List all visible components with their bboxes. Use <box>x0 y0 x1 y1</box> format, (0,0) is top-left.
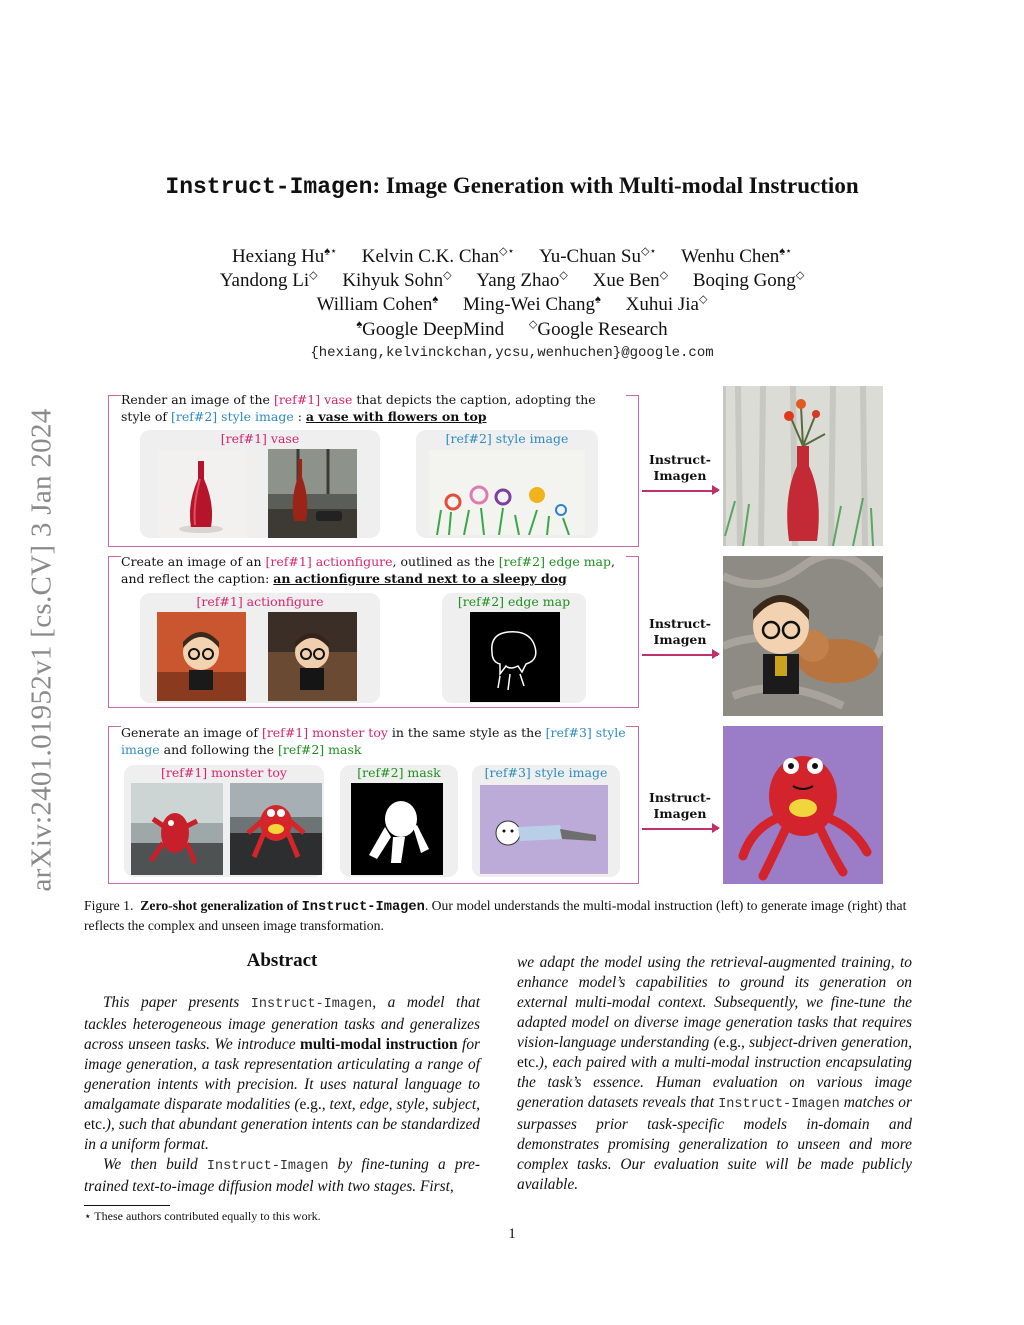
abstract-column-left <box>84 993 480 1197</box>
author: Kelvin C.K. Chan◇⋆ <box>361 246 515 268</box>
author-emails: {hexiang,kelvinckchan,ycsu,wenhuchen}@google.com <box>310 345 714 361</box>
output-image-actionfigure <box>723 556 883 716</box>
row2-panel1-label: [ref#1] actionfigure <box>196 594 324 609</box>
arrow-2 <box>642 654 718 656</box>
abstract-paragraph-2: We then build Instruct-Imagen by fine-tuning a pre-trained text-to-image diffusion model with two stages. First, <box>84 1156 480 1195</box>
vase-photo-2 <box>268 449 357 538</box>
title-model-name: Instruct-Imagen <box>165 174 373 200</box>
vase-photo-1 <box>157 449 246 538</box>
author: Wenhu Chen♠⋆ <box>681 246 793 268</box>
row2-instruction: Create an image of an [ref#1] actionfigure, outlined as the [ref#2] edge map, and reflect the caption: an actionfigure stand next to a sleepy dog <box>121 553 626 587</box>
row1-panel1-label: [ref#1] vase <box>220 431 300 446</box>
affiliation: ♠Google DeepMind <box>356 319 505 341</box>
author: William Cohen♠ <box>316 294 439 316</box>
monster-toy-photo-2 <box>230 783 322 875</box>
author: Boqing Gong◇ <box>692 270 805 292</box>
row1-bracket-right <box>630 395 639 547</box>
edge-map-image <box>470 612 560 702</box>
row3-panel1-label: [ref#1] monster toy <box>161 765 287 780</box>
row3-panel3-label: [ref#3] style image <box>484 765 608 780</box>
actionfigure-photo-1 <box>157 612 246 701</box>
author: Yang Zhao◇ <box>476 270 568 292</box>
model-label-2: Instruct- Imagen <box>649 616 711 647</box>
author: Hexiang Hu♠⋆ <box>231 246 338 268</box>
figure-caption: Figure 1. Zero-shot generalization of Instruct-Imagen. Our model understands the multi-modal instruction (left) to generate image (right) that reflects the complex and unseen image transformation. <box>84 898 907 933</box>
abstract-heading: Abstract <box>246 950 318 971</box>
row2-panel2-label: [ref#2] edge map <box>457 594 571 609</box>
arrow-1 <box>642 490 718 492</box>
mask-image <box>351 783 443 875</box>
abstract-paragraph-1: This paper presents Instruct-Imagen, a model that tackles heterogeneous image generation tasks and generalizes across unseen tasks. We introduce multi-modal instruction for image generation, a task representation articulating a range of generation intents with precision. It uses natural language to amalgamate disparate modalities (e.g., text, edge, style, subject, etc.), such that abundant generation intents can be standardized in a uniform format. <box>84 994 481 1153</box>
footnote: ⋆ These authors contributed equally to this work. <box>84 1209 321 1223</box>
author: Ming-Wei Chang♠ <box>463 294 601 316</box>
row3-instruction: Generate an image of [ref#1] monster toy in the same style as the [ref#3] style image and following the [ref#2] mask <box>121 725 626 757</box>
model-label-1: Instruct- Imagen <box>649 452 711 483</box>
row1-panel2-label: [ref#2] style image <box>445 431 569 446</box>
page-number: 1 <box>508 1226 516 1242</box>
row2-bracket-right <box>630 556 639 708</box>
row1-instruction: Render an image of the [ref#1] vase that depicts the caption, adopting the style of [ref#2] style image : a vase with flowers on top <box>121 391 626 425</box>
footnote-rule <box>84 1205 170 1206</box>
actionfigure-photo-2 <box>268 612 357 701</box>
output-image-vase <box>723 386 883 546</box>
author: Xuhui Jia◇ <box>625 294 708 316</box>
row3-panel2-label: [ref#2] mask <box>357 765 441 780</box>
row3-bracket-right <box>630 726 639 884</box>
model-label-3: Instruct- Imagen <box>649 790 711 821</box>
author: Yu-Chuan Su◇⋆ <box>539 246 657 268</box>
author: Kihyuk Sohn◇ <box>342 270 452 292</box>
abstract-paragraph-continued: we adapt the model using the retrieval-augmented training, to enhance model’s capabilities to ground its generation on external multi-modal context. Subsequently, we fine-tune the adapted model on diverse image generation tasks that requires vision-language understanding (e.g., subject-driven generation, etc.), each paired with a multi-modal instruction encapsulating the task’s essence. Human evaluation on various image generation datasets reveals that Instruct-Imagen matches or surpasses prior task-specific models in-domain and demonstrates promising generalization to unseen and more complex tasks. Our evaluation suite will be made publicly available. <box>517 954 912 1193</box>
arxiv-stamp-text: arXiv:2401.01952v1 [cs.CV] 3 Jan 2024 <box>25 408 58 892</box>
title-rest: : Image Generation with Multi-modal Instruction <box>372 173 859 198</box>
author: Xue Ben◇ <box>592 270 669 292</box>
arrow-3 <box>642 828 718 830</box>
monster-toy-photo-1 <box>131 783 223 875</box>
author: Yandong Li◇ <box>219 270 318 292</box>
style-image-purple <box>480 785 608 874</box>
abstract-column-right <box>517 953 912 1195</box>
affiliation: ◇Google Research <box>528 319 668 341</box>
output-image-monster <box>723 726 883 884</box>
style-image-drawing <box>429 450 585 535</box>
